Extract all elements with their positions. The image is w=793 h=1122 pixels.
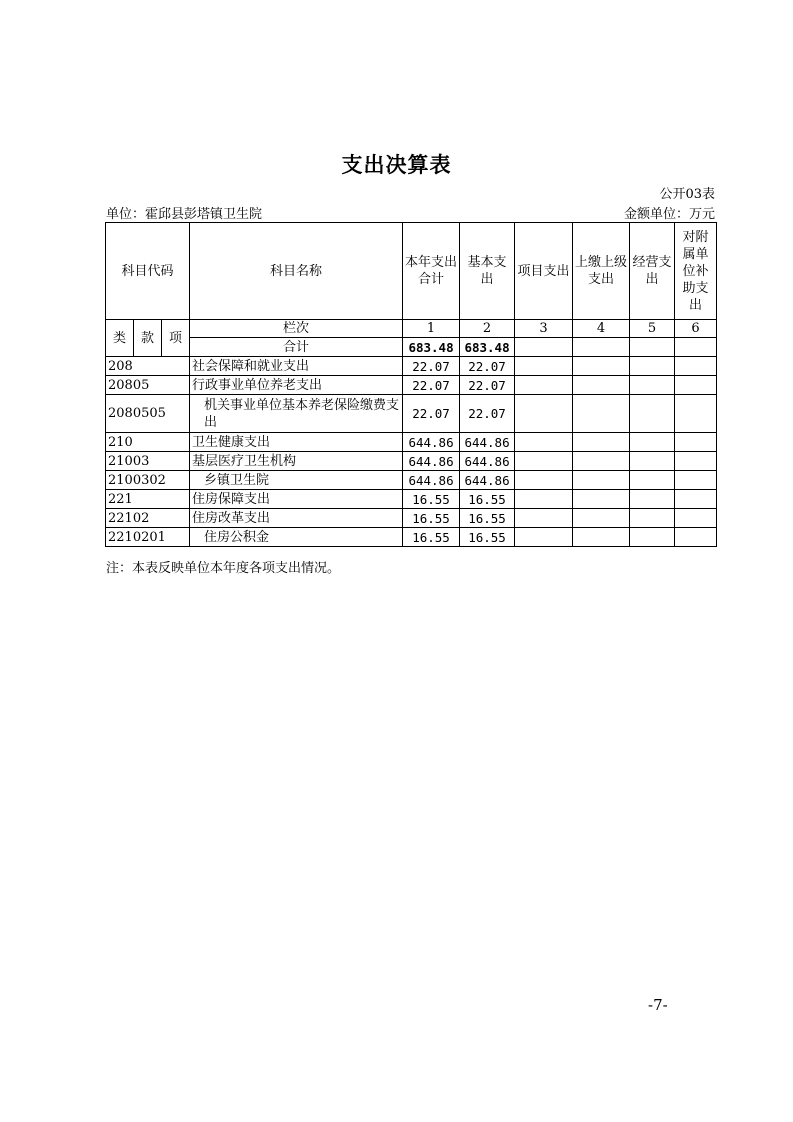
column-index-label: 栏次 xyxy=(190,320,403,338)
row-code: 20805 xyxy=(106,376,190,395)
row-code: 22102 xyxy=(106,509,190,528)
row-value-2: 16.55 xyxy=(460,528,515,547)
row-name: 住房改革支出 xyxy=(190,509,403,528)
expenditure-table xyxy=(105,222,717,547)
row-code: 210 xyxy=(106,433,190,452)
header-xiang: 项 xyxy=(162,320,190,357)
row-value-1: 16.55 xyxy=(403,490,460,509)
row-name: 住房保障支出 xyxy=(190,490,403,509)
row-name: 基层医疗卫生机构 xyxy=(190,452,403,471)
row-name: 机关事业单位基本养老保险缴费支出 xyxy=(190,395,403,433)
column-index-3: 3 xyxy=(515,320,573,338)
row-value-2: 16.55 xyxy=(460,509,515,528)
column-index-4: 4 xyxy=(573,320,630,338)
header-name: 科目名称 xyxy=(190,223,403,320)
row-code: 208 xyxy=(106,357,190,376)
row-value-2: 22.07 xyxy=(460,395,515,433)
unit-name: 单位：霍邱县彭塔镇卫生院 xyxy=(106,207,263,222)
total-row xyxy=(106,338,717,357)
total-value-2: 683.48 xyxy=(460,338,515,357)
row-value-1: 644.86 xyxy=(403,452,460,471)
row-name: 社会保障和就业支出 xyxy=(190,357,403,376)
total-label: 合计 xyxy=(190,338,403,357)
row-value-2: 644.86 xyxy=(460,452,515,471)
table-note: 注：本表反映单位本年度各项支出情况。 xyxy=(106,561,341,576)
column-index-5: 5 xyxy=(630,320,675,338)
table-row xyxy=(106,471,717,490)
row-value-1: 16.55 xyxy=(403,509,460,528)
table-row xyxy=(106,509,717,528)
column-number-row xyxy=(106,320,717,338)
column-index-1: 1 xyxy=(403,320,460,338)
table-row xyxy=(106,528,717,547)
header-kuan: 款 xyxy=(134,320,162,357)
row-name: 行政事业单位养老支出 xyxy=(190,376,403,395)
header-project-expenditure: 项目支出 xyxy=(515,223,573,320)
row-value-2: 22.07 xyxy=(460,376,515,395)
row-value-1: 22.07 xyxy=(403,357,460,376)
header-operating-expenditure: 经营支出 xyxy=(630,223,675,320)
row-code: 2080505 xyxy=(106,395,190,433)
row-code: 2100302 xyxy=(106,471,190,490)
table-row xyxy=(106,357,717,376)
table-row xyxy=(106,433,717,452)
page-number: -7- xyxy=(648,996,668,1014)
total-value-1: 683.48 xyxy=(403,338,460,357)
row-value-2: 644.86 xyxy=(460,471,515,490)
form-number: 公开03表 xyxy=(659,187,715,202)
row-code: 2210201 xyxy=(106,528,190,547)
header-total-expenditure: 本年支出合计 xyxy=(403,223,460,320)
amount-unit: 金额单位：万元 xyxy=(623,207,715,222)
row-value-1: 644.86 xyxy=(403,471,460,490)
column-index-6: 6 xyxy=(675,320,717,338)
row-value-2: 22.07 xyxy=(460,357,515,376)
table-row xyxy=(106,490,717,509)
row-name: 乡镇卫生院 xyxy=(190,471,403,490)
header-code: 科目代码 xyxy=(106,223,190,320)
header-lei: 类 xyxy=(106,320,134,357)
table-row xyxy=(106,395,717,433)
row-value-2: 644.86 xyxy=(460,433,515,452)
row-value-2: 16.55 xyxy=(460,490,515,509)
table-header-row xyxy=(106,223,717,320)
header-remit-superior: 上缴上级支出 xyxy=(573,223,630,320)
row-value-1: 22.07 xyxy=(403,376,460,395)
row-code: 221 xyxy=(106,490,190,509)
row-name: 住房公积金 xyxy=(190,528,403,547)
table-row xyxy=(106,452,717,471)
header-basic-expenditure: 基本支出 xyxy=(460,223,515,320)
row-value-1: 16.55 xyxy=(403,528,460,547)
document-title: 支出决算表 xyxy=(341,153,452,177)
row-name: 卫生健康支出 xyxy=(190,433,403,452)
header-subsidiary-subsidy: 对附属单位补助支出 xyxy=(675,223,717,320)
row-code: 21003 xyxy=(106,452,190,471)
row-value-1: 644.86 xyxy=(403,433,460,452)
row-value-1: 22.07 xyxy=(403,395,460,433)
column-index-2: 2 xyxy=(460,320,515,338)
table-row xyxy=(106,376,717,395)
